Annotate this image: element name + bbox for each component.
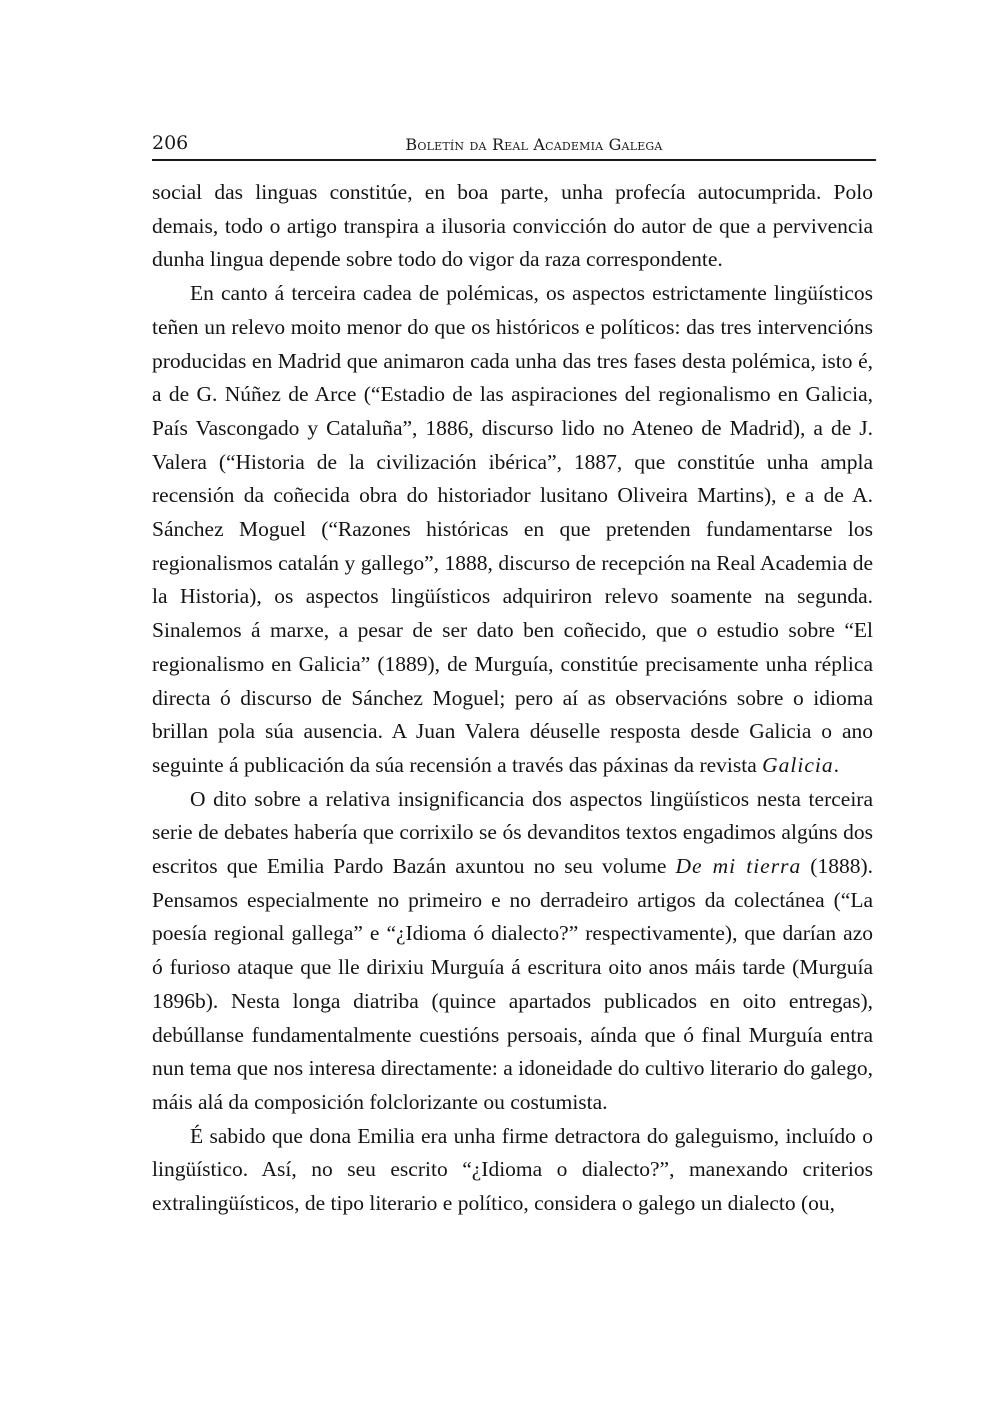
paragraph-3-text: O dito sobre a relativa insignificancia dos aspectos lingüísticos nesta terceira serie de debates habería que corrixilo se ós devanditos textos engadimos algúns dos escritos que Emilia Pardo Bazán axuntou no seu volume xyxy=(152,786,873,879)
running-head: Boletín da Real Academia Galega xyxy=(405,135,663,154)
paragraph-1-text: social das linguas constitúe, en boa parte, unha profecía autocumprida. Polo demais, todo o artigo transpira a ilusoria convicción do autor de que a pervivencia dunha lingua depende sobre todo do vigor da raza correspondente. xyxy=(152,180,873,272)
paragraph-2 xyxy=(152,277,873,783)
paragraph-3-tail: (1888). Pensamos especialmente no primeiro e no derradeiro artigos da colectánea (“La poesía regional gallega” e “¿Idioma ó dialecto?” respectivamente), que darían azo ó furioso ataque que lle dirixiu Murguía á escritura oito anos máis tarde (Murguía 1896b). Nesta longa diatriba (quince apartados publicados en oito entregas), debúllanse fundamentalmente cuestións persoais, aínda que ó final Murguía entra nun tema que nos interesa directamente: a idoneidade do cultivo literario do galego, máis alá da composición folclorizante ou costumista. xyxy=(152,854,873,1114)
paragraph-3-italic-title: De mi tierra xyxy=(675,854,802,879)
body-text xyxy=(152,176,873,1221)
paragraph-4-text: É sabido que dona Emilia era unha firme detractora do galeguismo, incluído o lingüístico. Así, no seu escrito “¿Idioma o dialecto?”, manexando criterios extralingüísticos, de tipo literario e político, considera o galego un dialecto (ou, xyxy=(152,1123,873,1216)
paragraph-1 xyxy=(152,176,873,277)
page-number: 206 xyxy=(152,132,189,154)
paragraph-2-text: En canto á terceira cadea de polémicas, os aspectos estrictamente lingüísticos teñen un relevo moito menor do que os históricos e políticos: das tres intervencións producidas en Madrid que animaron cada unha das tres fases desta polémica, isto é, a de G. Núñez de Arce (“Estadio de las aspiraciones del regionalismo en Galicia, País Vascongado y Cataluña”, 1886, discurso lido no Ateneo de Madrid), a de J. Valera (“Historia de la civilización ibérica”, 1887, que constitúe unha ampla recensión da coñecida obra do historiador lusitano Oliveira Martins), e a de A. Sánchez Moguel (“Razones históricas en que pretenden fundamentarse los regionalismos catalán y gallego”, 1888, discurso de recepción na Real Academia de la Historia), os aspectos lingüísticos adquiriron relevo soamente na segunda. Sinalemos á marxe, a pesar de ser dato ben coñecido, que o estudio sobre “El regionalismo en Galicia” (1889), de Murguía, constitúe precisamente unha réplica directa ó discurso de Sánchez Moguel; pero aí as observacións sobre o idioma brillan pola súa ausencia. A Juan Valera déuselle resposta desde Galicia o ano seguinte á publicación da súa recensión a través das páxinas da revista xyxy=(152,281,873,777)
paragraph-3 xyxy=(152,783,873,1120)
page-header xyxy=(152,129,876,161)
paragraph-2-tail: . xyxy=(833,752,840,777)
paragraph-2-italic-title: Galicia xyxy=(762,752,834,777)
header-rule xyxy=(152,159,876,161)
paragraph-4 xyxy=(152,1120,873,1221)
